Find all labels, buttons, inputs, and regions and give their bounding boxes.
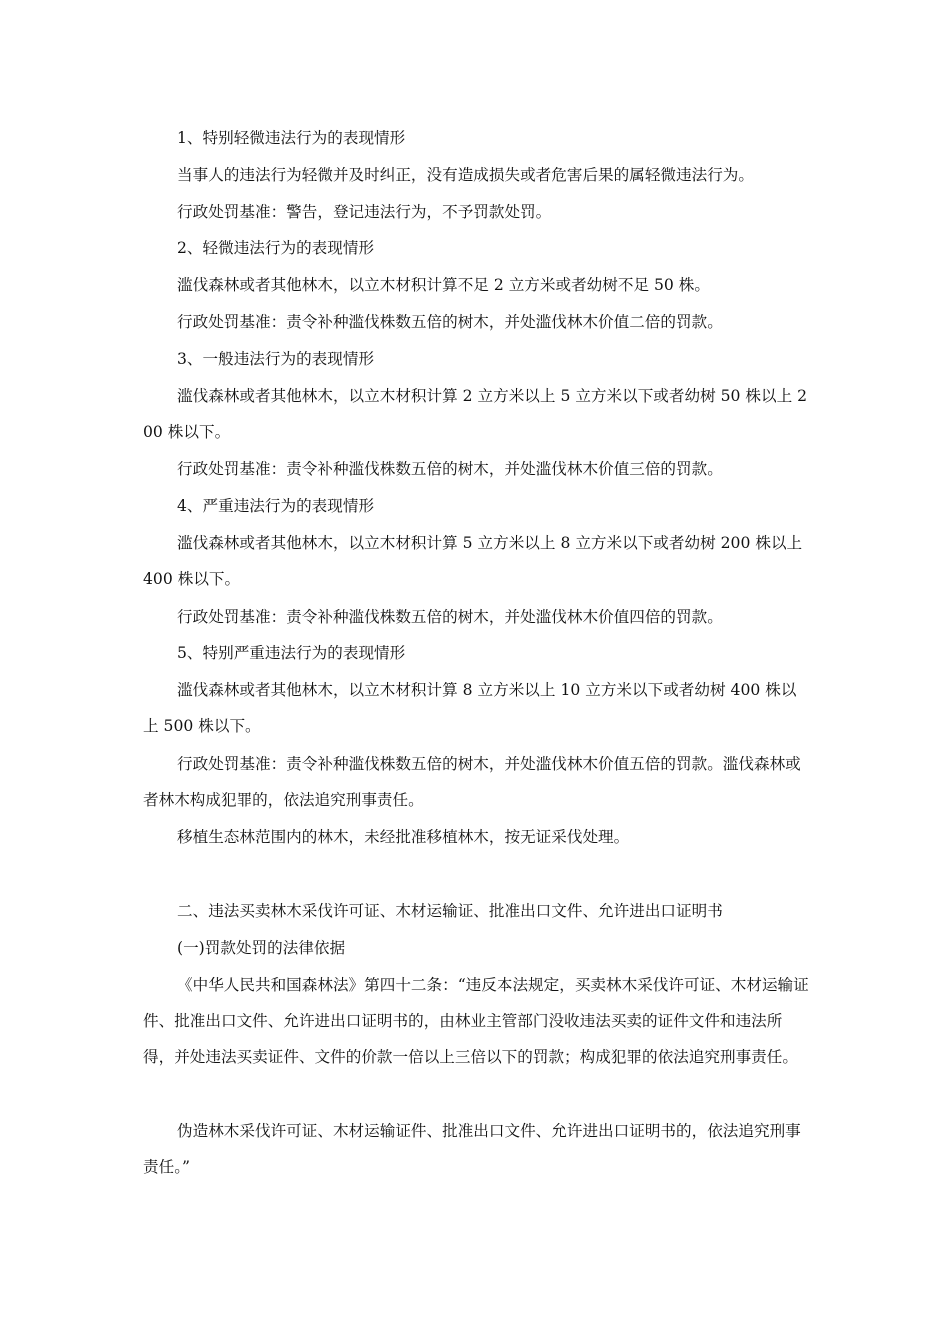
paragraph-serious-definition: 滥伐森林或者其他林木，以立木材积计算 5 立方米以上 8 立方米以下或者幼树 200 株以上 400 株以下。 (143, 534, 803, 588)
paragraph-forest-law-article-42: 《中华人民共和国森林法》第四十二条：“违反本法规定，买卖林木采伐许可证、木材运输证件、批准出口文件、允许进出口证明书的，由林业主管部门没收违法买卖的证件文件和违法所得，并处违法买卖证件、文件的价款一倍以上三倍以下的罚款；构成犯罪的依法追究刑事责任。 (143, 976, 809, 1066)
heading-minor-violation: 1、特别轻微违法行为的表现情形 (177, 129, 406, 147)
paragraph-minor-definition: 当事人的违法行为轻微并及时纠正，没有造成损失或者危害后果的属轻微违法行为。 (177, 166, 754, 184)
paragraph-light-definition: 滥伐森林或者其他林木，以立木材积计算不足 2 立方米或者幼树不足 50 株。 (177, 276, 710, 294)
paragraph-minor-standard: 行政处罚基准：警告，登记违法行为，不予罚款处罚。 (177, 203, 552, 221)
heading-general-violation: 3、一般违法行为的表现情形 (177, 350, 375, 368)
paragraph-general-standard: 行政处罚基准：责令补种滥伐株数五倍的树木，并处滥伐林木价值三倍的罚款。 (177, 460, 723, 478)
paragraph-very-serious-definition: 滥伐森林或者其他林木，以立木材积计算 8 立方米以上 10 立方米以下或者幼树 400 株以上 500 株以下。 (143, 681, 797, 735)
heading-serious-violation: 4、严重违法行为的表现情形 (177, 497, 375, 515)
heading-very-serious-violation: 5、特别严重违法行为的表现情形 (177, 644, 406, 662)
paragraph-forgery-liability: 伪造林木采伐许可证、木材运输证件、批准出口文件、允许进出口证明书的，依法追究刑事责任。” (143, 1122, 801, 1176)
subheading-legal-basis: (一)罚款处罚的法律依据 (177, 939, 346, 957)
paragraph-very-serious-standard: 行政处罚基准：责令补种滥伐株数五倍的树木，并处滥伐林木价值五倍的罚款。滥伐森林或者林木构成犯罪的，依法追究刑事责任。 (143, 755, 801, 809)
paragraph-general-definition: 滥伐森林或者其他林木，以立木材积计算 2 立方米以上 5 立方米以下或者幼树 50 株以上 200 株以下。 (143, 387, 808, 441)
section-heading-illegal-trading: 二、违法买卖林木采伐许可证、木材运输证、批准出口文件、允许进出口证明书 (177, 902, 723, 920)
heading-light-violation: 2、轻微违法行为的表现情形 (177, 239, 375, 257)
paragraph-transplant-note: 移植生态林范围内的林木，未经批准移植林木，按无证采伐处理。 (177, 828, 630, 846)
paragraph-light-standard: 行政处罚基准：责令补种滥伐株数五倍的树木，并处滥伐林木价值二倍的罚款。 (177, 313, 723, 331)
paragraph-serious-standard: 行政处罚基准：责令补种滥伐株数五倍的树木，并处滥伐林木价值四倍的罚款。 (177, 608, 723, 626)
